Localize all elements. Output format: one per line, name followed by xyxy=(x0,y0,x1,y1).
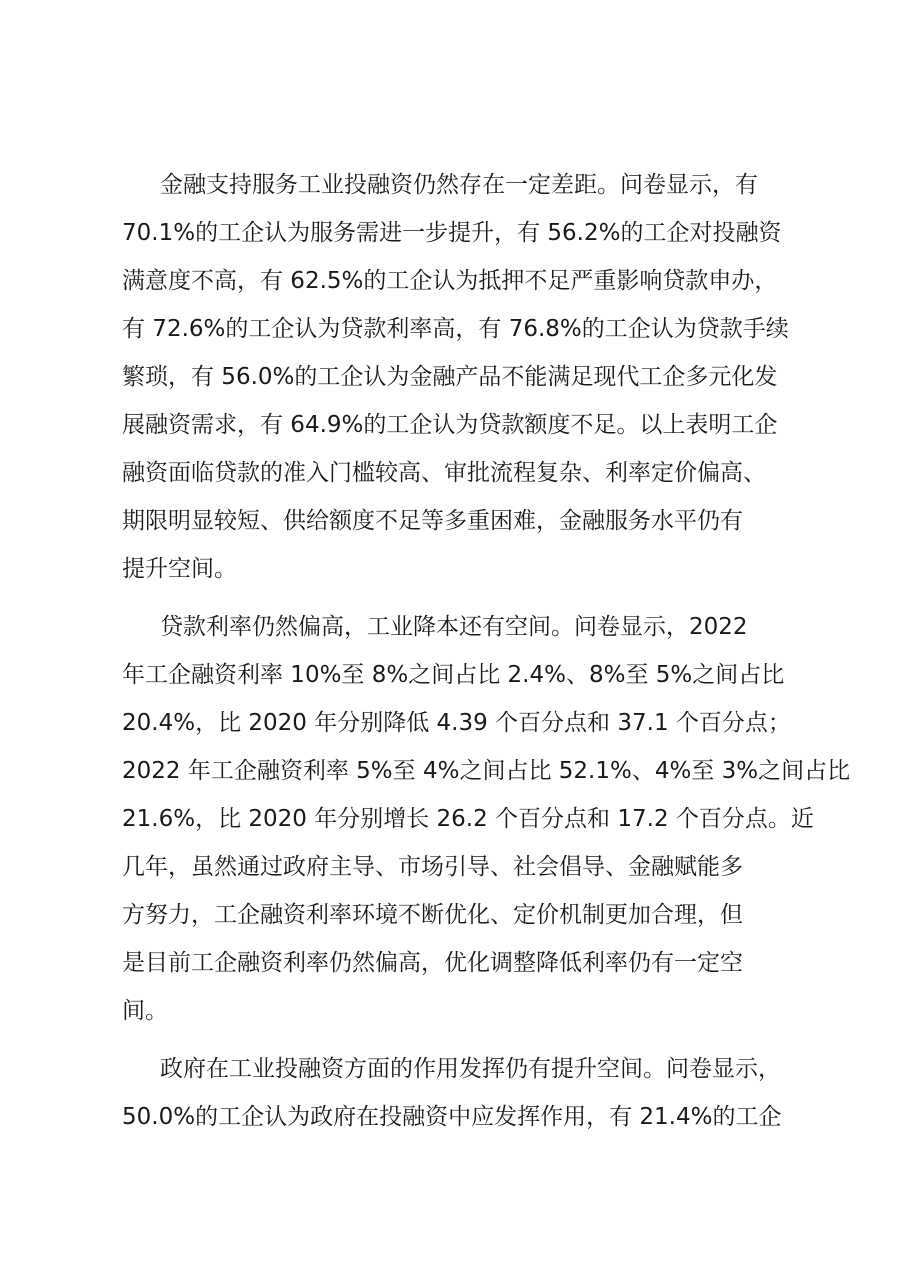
text-line: 方努力，工企融资利率环境不断优化、定价机制更加合理，但 xyxy=(122,902,743,928)
text-line: 繁琐，有 56.0%的工企认为金融产品不能满足现代工企多元化发 xyxy=(122,364,778,390)
paragraph-spacer xyxy=(122,597,822,607)
text-line: 20.4%，比 2020 年分别降低 4.39 个百分点和 37.1 个百分点； xyxy=(122,710,791,736)
text-line: 贷款利率仍然偏高，工业降本还有空间。问卷显示，2022 xyxy=(160,614,748,640)
text-line: 政府在工业投融资方面的作用发挥仍有提升空间。问卷显示， xyxy=(160,1056,781,1082)
text-line: 展融资需求，有 64.9%的工企认为贷款额度不足。以上表明工企 xyxy=(122,412,778,438)
text-line: 提升空间。 xyxy=(122,556,237,582)
paragraph-spacer xyxy=(122,1039,822,1049)
paragraph-loan-rates xyxy=(122,607,851,1039)
text-line: 2022 年工企融资利率 5%至 4%之间占比 52.1%、4%至 3%之间占比 xyxy=(122,758,851,784)
text-line: 70.1%的工企认为服务需进一步提升，有 56.2%的工企对投融资 xyxy=(122,220,782,246)
text-line: 有 72.6%的工企认为贷款利率高，有 76.8%的工企认为贷款手续 xyxy=(122,316,789,342)
text-line: 融资面临贷款的准入门槛较高、审批流程复杂、利率定价偏高、 xyxy=(122,460,766,486)
text-line: 满意度不高，有 62.5%的工企认为抵押不足严重影响贷款申办， xyxy=(122,268,778,294)
document-body xyxy=(122,165,851,1145)
text-line: 几年，虽然通过政府主导、市场引导、社会倡导、金融赋能多 xyxy=(122,854,743,880)
text-line: 期限明显较短、供给额度不足等多重困难，金融服务水平仍有 xyxy=(122,508,743,534)
text-line: 50.0%的工企认为政府在投融资中应发挥作用，有 21.4%的工企 xyxy=(122,1104,782,1130)
text-line: 金融支持服务工业投融资仍然存在一定差距。问卷显示，有 xyxy=(160,172,758,198)
paragraph-financial-services xyxy=(122,165,822,597)
text-line: 是目前工企融资利率仍然偏高，优化调整降低利率仍有一定空 xyxy=(122,950,743,976)
paragraph-government-role xyxy=(122,1049,822,1145)
text-line: 年工企融资利率 10%至 8%之间占比 2.4%、8%至 5%之间占比 xyxy=(122,662,785,688)
text-line: 间。 xyxy=(122,998,168,1024)
text-line: 21.6%，比 2020 年分别增长 26.2 个百分点和 17.2 个百分点。近 xyxy=(122,806,814,832)
